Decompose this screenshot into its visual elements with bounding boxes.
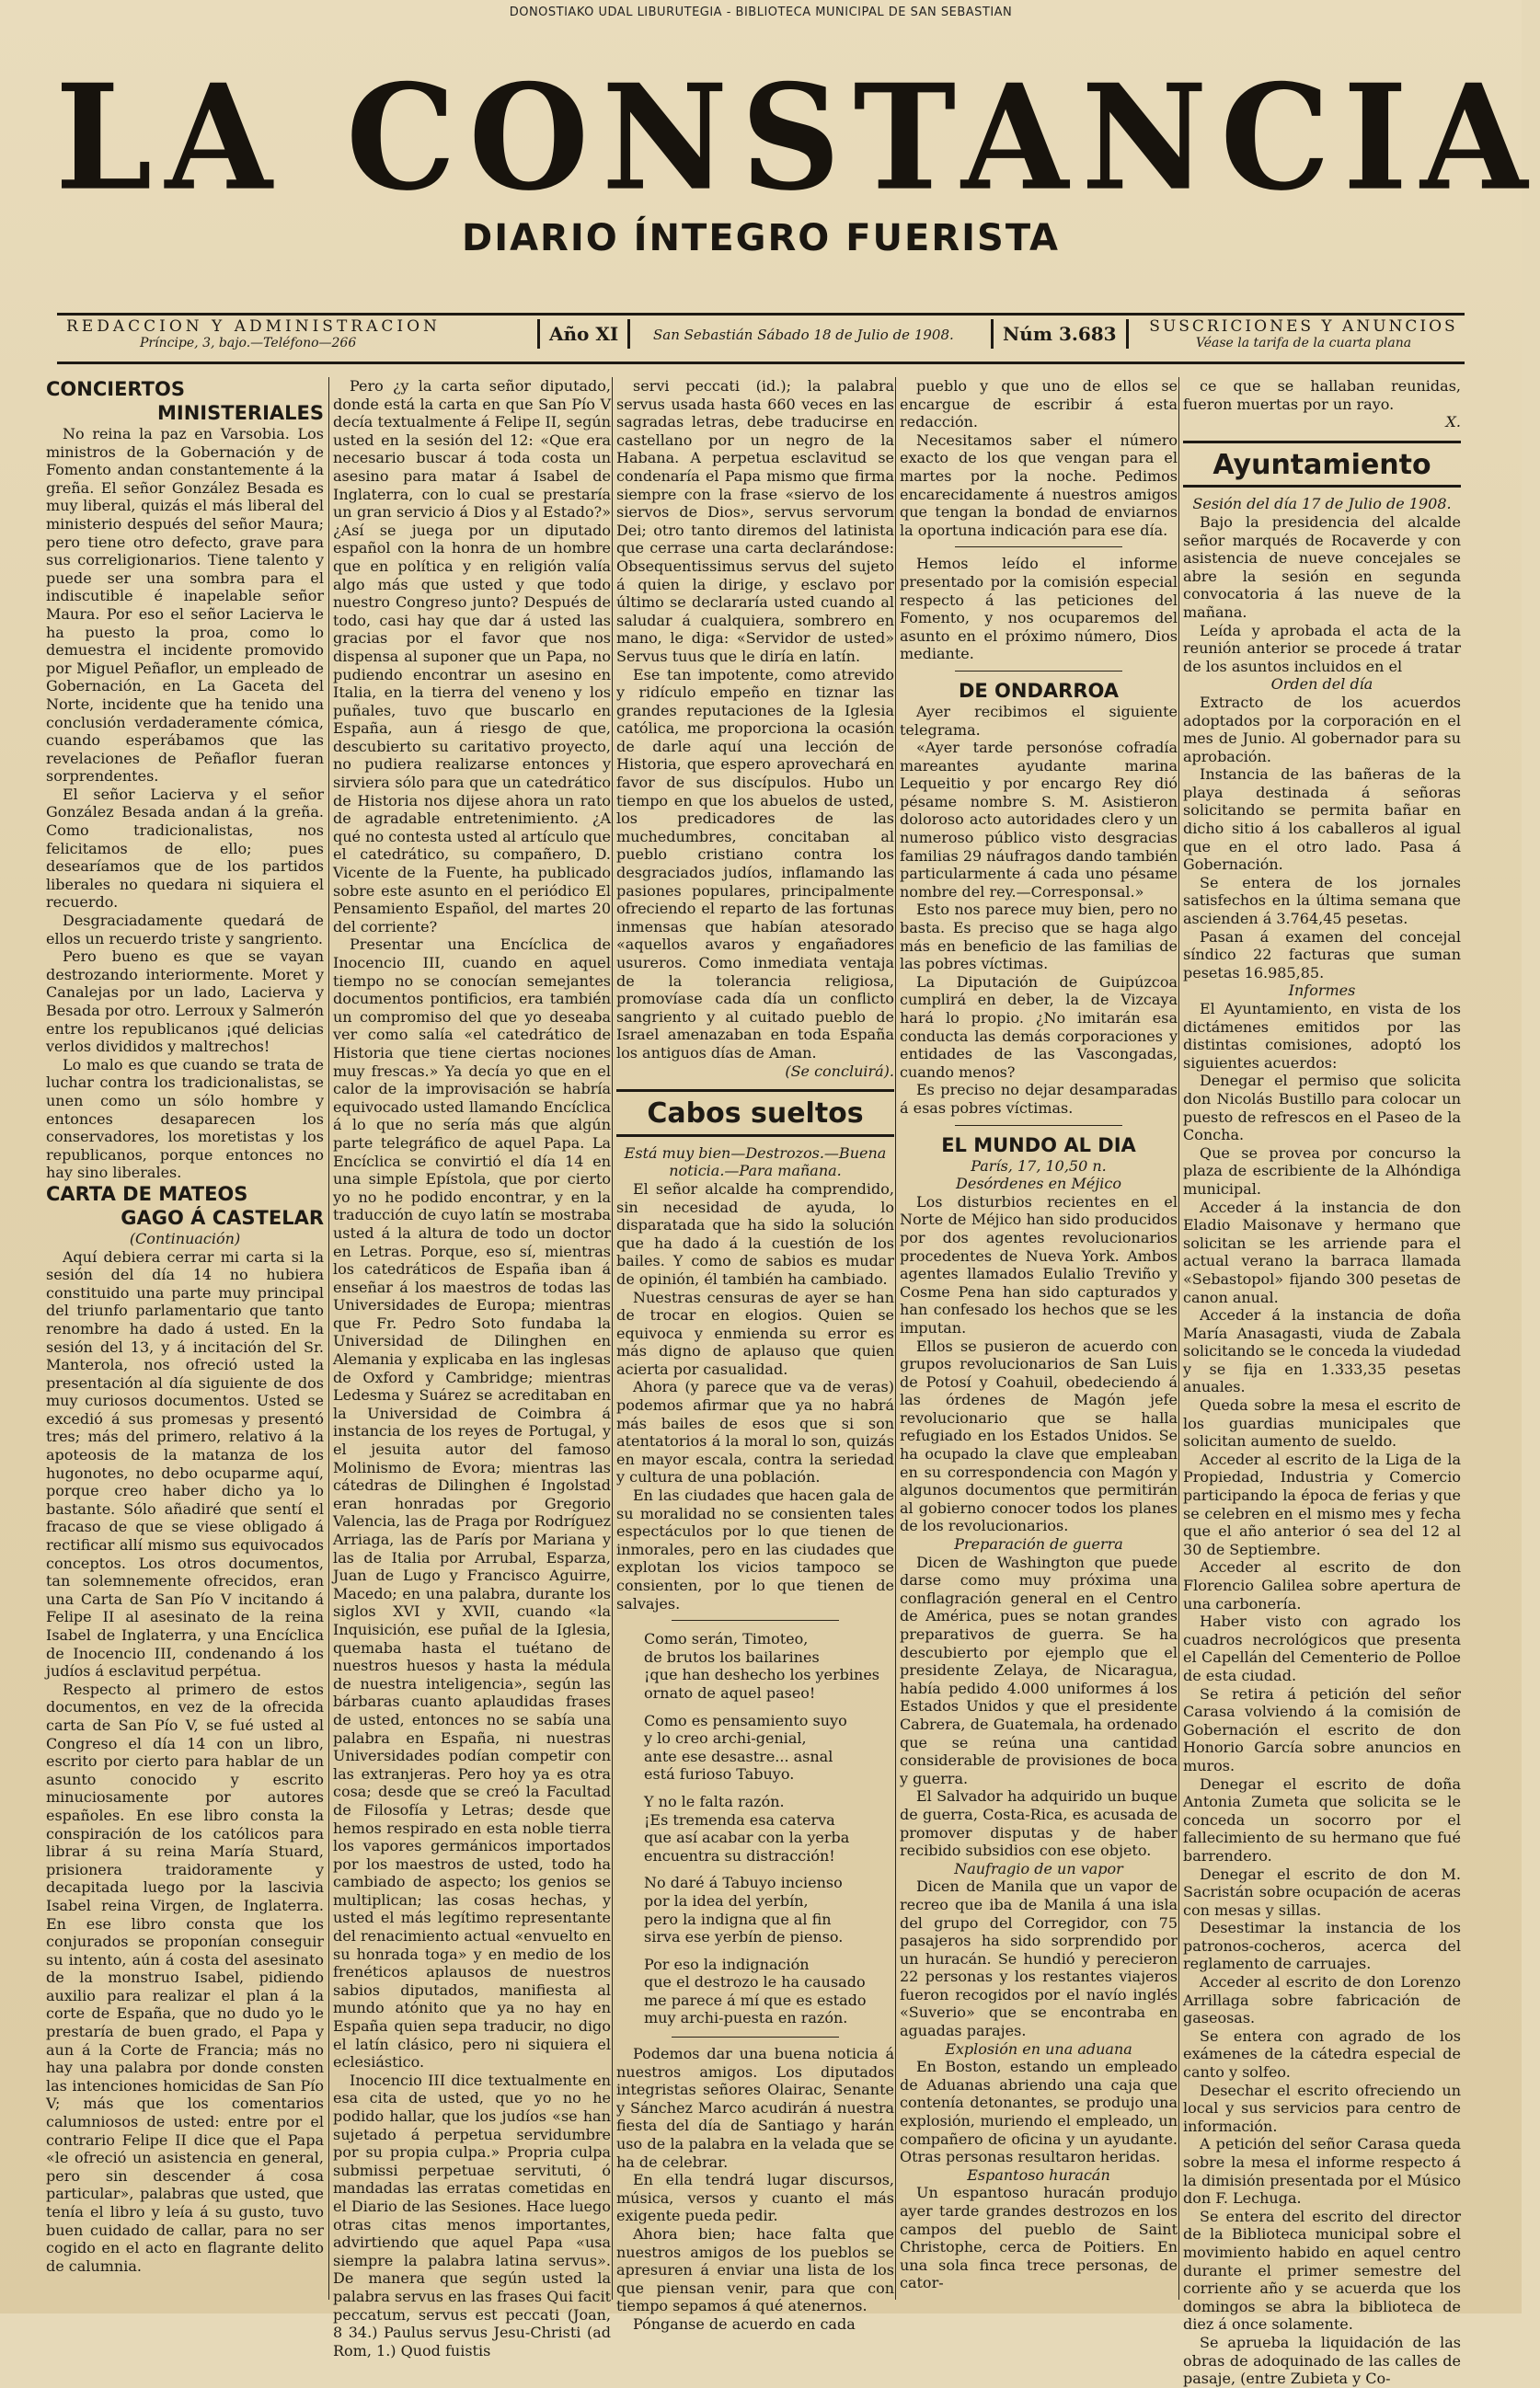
- verse-line: me parece á mí que es estado: [644, 1991, 867, 2009]
- column-rule: [328, 377, 329, 2300]
- paragraph: No reina la paz en Varsobia. Los ministros de la Gobernación y de Fomento andan constantemente á la greña. El señor González Besada es muy liberal, quizás el más liberal del ministerio después del señor Maura; pero tiene otro defecto, grave para sus correligionarios. Tiene talento y puede ser una sombra para el indiscutible é inapelable señor Maura. Por eso el señor Lacierva le ha puesto la proa, como lo demuestra el incidente promovido por Miguel Peñaflor, un empleado de Gobernación, en La Gaceta del Norte, incidente que ha tenido una conclusión verdaderamente cómica, cuando esperábamos que las revelaciones de Peñaflor fueran sorprendentes.: [46, 425, 324, 786]
- column-1: [46, 377, 324, 2304]
- separator: [955, 546, 1121, 547]
- paragraph: Ahora (y parece que va de veras) podemos afirmar que ya no habrá más bailes de esos que si son atentatorios á la moral lo son, quizás en mayor escala, contra la seriedad y cultura de una población.: [616, 1378, 894, 1487]
- column-rule: [612, 377, 613, 2300]
- article-heading: MINISTERIALES: [157, 402, 324, 424]
- paragraph: Denegar el permiso que solicita don Nicolás Bustillo para colocar un puesto de refrescos en el Paseo de la Concha.: [1183, 1072, 1461, 1144]
- paragraph: Hemos leído el informe presentado por la comisión especial respecto á las peticiones del Fomento, y nos ocuparemos del asunto en el próximo número, Dios mediante.: [900, 555, 1178, 663]
- paragraph: Aquí debiera cerrar mi carta si la sesión del día 14 no hubiera constituido una parte muy principal del triunfo parlamentario que tanto renombre ha dado á usted. En la sesión del 13, y á incitación del Sr. Manterola, nos ofreció usted la presentación al día siguiente de dos muy curiosos documentos. Usted se excedió á sus promesas y presentó tres; más del primero, relativo á la apoteosis de la matanza de los hugonotes, no debo ocuparme aquí, porque creo haber dicho ya lo bastante. Sólo añadiré que sentí el fracaso de que se viese obligado á rectificar allí mismo sus equivocados conceptos. Los otros documentos, tan solemnemente ofrecidos, eran una Carta de San Pío V incitando á Felipe II al asesinato de la reina Isabel de Inglaterra, y una Encíclica de Inocencio III, condenando á los judíos á esclavitud perpétua.: [46, 1247, 324, 1681]
- paragraph: En ella tendrá lugar discursos, música, versos y cuanto el más exigente pueda pedir.: [616, 2171, 894, 2225]
- continuation-note: (Continuación): [129, 1229, 241, 1247]
- separator: [672, 1620, 838, 1621]
- verse-line: Como serán, Timoteo,: [644, 1630, 809, 1648]
- verse-line: ornato de aquel paseo!: [644, 1683, 816, 1702]
- paragraph: Ayer recibimos el siguiente telegrama.: [900, 702, 1178, 739]
- paragraph: pueblo y que uno de ellos se encargue de escribir á esta redacción.: [900, 377, 1178, 431]
- editorial-address: Príncipe, 3, bajo.—Teléfono—266: [140, 336, 357, 350]
- verse-line: No daré á Tabuyo incienso: [644, 1874, 843, 1892]
- paragraph: Extracto de los acuerdos adoptados por la corporación en el mes de Junio. Al gobernador para su aprobación.: [1183, 693, 1461, 765]
- paragraph: Acceder á la instancia de doña María Anasagasti, viuda de Zabala solicitando se le conceda la viudedad y se fija en 1.333,35 pesetas anuales.: [1183, 1306, 1461, 1396]
- subheading: Desórdenes en Méjico: [956, 1175, 1121, 1193]
- dateline: París, 17, 10,50 n.: [971, 1156, 1107, 1175]
- editorial-info: [66, 317, 489, 350]
- masthead-title: LA CONSTANCIA: [55, 52, 1540, 224]
- paragraph: Se entera del escrito del director de la Biblioteca municipal sobre el movimiento habido en aquel centro durante el primer semestre del corriente año y se acuerda que los domingos se abra la biblioteca de diez á once solamente.: [1183, 2207, 1461, 2334]
- paragraph: Leída y aprobada el acta de la reunión anterior se procede á tratar de los asuntos incluidos en el: [1183, 621, 1461, 675]
- paragraph: servi peccati (id.); la palabra servus usada hasta 660 veces en las sagradas letras, debe traducirse en castellano por un negro de la Habana. A perpetua esclavitud se condenaría el Papa mismo que firma siempre con la frase «siervo de los siervos de Dios», servus servorum Dei; otro tanto diremos del latinista que cerrase una carta declarándose: Obsequentissimus servus del sujeto á quien la dirige, y esclavo por último se declararía usted cuando al saludar á cualquiera, sombrero en mano, le diga: «Servidor de usted» Servus tuus que le diría en latín.: [616, 377, 894, 665]
- subheading: Espantoso huracán: [967, 2165, 1110, 2184]
- verse-line: que así acabar con la yerba: [644, 1829, 850, 1847]
- top-rule: [57, 313, 1465, 316]
- article-heading: GAGO Á CASTELAR: [121, 1206, 324, 1229]
- section-summary: Está muy bien—Destrozos.—Buena noticia.—Para mañana.: [624, 1143, 887, 1180]
- paragraph: Se entera con agrado de los exámenes de la cátedra especial de canto y solfeo.: [1183, 2026, 1461, 2082]
- article-heading: CARTA DE MATEOS: [46, 1182, 248, 1205]
- paragraph: Denegar el escrito de don M. Sacristán sobre ocupación de aceras con mesas y sillas.: [1183, 1865, 1461, 1919]
- paragraph: Ese tan impotente, como atrevido y ridículo empeño en tiznar las grandes reputaciones de la Iglesia católica, me proporciona la ocasión de darle aquí una lección de Historia, que espero aprovechará en favor de sus discípulos. Hubo un tiempo en que los abuelos de usted, los predicadores de las muchedumbres, concitaban al pueblo cristiano contra los desgraciados judíos, inflamando las pasiones populares, principalmente ofreciendo el reparto de las fortunas inmensas que habían atesorado «aquellos avaros y engañadores usureros. Como inmediata ventaja de la tolerancia religiosa, promovíase cada día un conflicto sangriento y al cuitado pueblo de Israel amenazaban en toda España los antiguos días de Aman.: [616, 665, 894, 1062]
- verse-line: sirva ese yerbín de pienso.: [644, 1928, 844, 1946]
- paragraph: Nuestras censuras de ayer se han de trocar en elogios. Quien se equivoca y enmienda su error es más digno de aplauso que quien acierta por casualidad.: [616, 1288, 894, 1378]
- verse-line: muy archi-puesta en razón.: [644, 2009, 848, 2027]
- paragraph: Lo malo es que cuando se trata de luchar contra los tradicionalistas, se unen como un sólo hombre y entonces desaparecen los conservadores, los moretistas y los republicanos, porque entonces no hay sino liberales.: [46, 1055, 324, 1182]
- paragraph: El Salvador ha adquirido un buque de guerra, Costa-Rica, es acusada de promover disputas y de haber recibido subsidios con ese objeto.: [900, 1787, 1178, 1860]
- verse-line: pero la indigna que al fin: [644, 1910, 832, 1928]
- paragraph: ce que se hallaban reunidas, fueron muertas por un rayo.: [1183, 377, 1461, 413]
- paragraph: Pero bueno es que se vayan destrozando interiormente. Moret y Canalejas por un lado, Lacierva y Besada por otro. Lerroux y Salmerón entre los republicanos ¡qué delicias verlos divididos y maltrechos!: [46, 947, 324, 1056]
- verse-line: de brutos los bailarines: [644, 1647, 820, 1666]
- verse-line: encuentra su distracción!: [644, 1846, 835, 1865]
- subscription-heading: SUSCRICIONES Y ANUNCIOS: [1149, 317, 1458, 336]
- paragraph: Bajo la presidencia del alcalde señor marqués de Rocaverde y con asistencia de nueve concejales se abre la sesión en segunda convocatoria á las nueve de la mañana.: [1183, 512, 1461, 621]
- subheading: Informes: [1288, 982, 1356, 1000]
- verse-line: que el destrozo le ha causado: [644, 1973, 866, 1992]
- paragraph: Acceder á la instancia de don Eladio Maisonave y hermano que solicitan se les arriende para el actual verano la barraca llamada «Sebastopol» fijando 300 pesetas de canon anual.: [1183, 1198, 1461, 1306]
- paragraph: Respecto al primero de estos documentos, en vez de la ofrecida carta de San Pío V, se fué usted al Congreso el día 14 con un libro, escrito por cierto para hablar de un asunto conocido y escrito minuciosamente por autores españoles. En ese libro consta la conspiración de los católicos para librar á su reina María Stuard, prisionera traidoramente y decapitada luego por la lascivia Isabel reina Virgen, de Inglaterra. En ese libro consta que los conjurados se proponían conseguir su intento, aún á costa del asesinato de la monstruo Isabel, pidiendo auxilio para realizar el plan á la corte de España, que no dudo yo le prestaría de buen grado, el Papa y aun á la Corte de Francia; más no hay una palabra por donde consten las intenciones homicidas de San Pío V; más que los comentarios calumniosos de usted: entre por el contrario Felipe II dice que el Papa «le ofreció un asistencia en general, pero sin descender á cosa particular», palabras que usted, que tenía el libro y leía á su gusto, tuvo buen cuidado de callar, para no ser cogido en el acto en flagrante delito de calumnia.: [46, 1680, 324, 2275]
- verse-line: ¡que han deshecho los yerbines: [644, 1666, 879, 1684]
- paragraph: Dicen de Manila que un vapor de recreo que iba de Manila á una isla del grupo del Corregidor, con 75 pasajeros ha sido sorprendido por un huracán. Se hundió y perecieron 22 personas y los restantes viajeros fueron recogidos por el navío inglés «Suverio» que se encontraba en aguadas parajes.: [900, 1877, 1178, 2040]
- paragraph: En las ciudades que hacen gala de su moralidad no se consienten tales espectáculos por lo que tienen de inmorales, pero en las ciudades que explotan los vicios tampoco se consienten, por lo que tienen de salvajes.: [616, 1487, 894, 1613]
- paragraph: Que se provea por concurso la plaza de escribiente de la Alhóndiga municipal.: [1183, 1143, 1461, 1198]
- paragraph: Acceder al escrito de la Liga de la Propiedad, Industria y Comercio participando la época de ferias y que se celebren en el mismo mes y fecha que el año anterior ó sea del 12 al 30 de Septiembre.: [1183, 1450, 1461, 1558]
- paragraph: Se entera de los jornales satisfechos en la última semana que ascienden á 3.764,45 pesetas.: [1183, 873, 1461, 928]
- verse: [616, 1630, 894, 1702]
- verse-line: por la idea del yerbín,: [644, 1891, 809, 1910]
- continued-note: (Se concluirá).: [785, 1062, 894, 1080]
- verse-line: Como es pensamiento suyo: [644, 1711, 847, 1729]
- signature: X.: [1445, 413, 1461, 431]
- paragraph: Necesitamos saber el número exacto de los que vengan para el martes por la noche. Pedimos encarecidamente á nuestros amigos que tengan la bondad de enviarnos la oportuna indicación para ese día.: [900, 431, 1178, 539]
- paragraph: El señor Lacierva y el señor González Besada andan á la greña. Como tradicionalistas, nos felicitamos de ello; pues desearíamos que de los partidos liberales no quedara ni siquiera el recuerdo.: [46, 785, 324, 912]
- paragraph: Desgraciadamente quedará de ellos un recuerdo triste y sangriento.: [46, 912, 324, 947]
- info-bar: [57, 317, 1465, 356]
- paragraph: El Ayuntamiento, en vista de los dictámenes emitidos por las distintas comisiones, adoptó los siguientes acuerdos:: [1183, 1000, 1461, 1072]
- verse-line: ¡Es tremenda esa caterva: [644, 1810, 835, 1829]
- subheading: Preparación de guerra: [954, 1535, 1123, 1554]
- separator: [955, 1125, 1121, 1126]
- subheading: Naufragio de un vapor: [954, 1859, 1123, 1877]
- issue-year: Año XI: [537, 319, 630, 349]
- verse-line: Y no le falta razón.: [644, 1792, 785, 1810]
- library-header: DONOSTIAKO UDAL LIBURUTEGIA - BIBLIOTECA MUNICIPAL DE SAN SEBASTIAN: [509, 6, 1013, 19]
- paragraph: Denegar el escrito de doña Antonia Zumeta que solicita se le conceda un socorro por el fallecimiento de su hermano que fué barrendero.: [1183, 1774, 1461, 1865]
- verse: [616, 1793, 894, 1865]
- paragraph: Ahora bien; hace falta que nuestros amigos de los pueblos se apresuren á enviar una lista de los que piensan venir, para que con tiempo sepamos á qué atenernos.: [616, 2225, 894, 2315]
- masthead-subtitle: DIARIO ÍNTEGRO FUERISTA: [462, 217, 1060, 259]
- paragraph: Se retira á petición del señor Carasa volviendo á la comisión de Gobernación el escrito de don Honorio García sobre anuncios en muros.: [1183, 1684, 1461, 1774]
- paragraph: Esto nos parece muy bien, pero no basta. Es preciso que se haga algo más en beneficio de las familias de las pobres víctimas.: [900, 901, 1178, 973]
- paragraph: Un espantoso huracán produjo ayer tarde grandes destrozos en los campos del pueblo de Saint Christophe, cerca de Poitiers. En una sola finca trece personas, de cator-: [900, 2184, 1178, 2292]
- verse: [616, 1956, 894, 2027]
- bottom-rule: [57, 362, 1465, 364]
- paragraph: El señor alcalde ha comprendido, sin necesidad de ayuda, lo disparatada que ha sido la solución que ha dado á la cuestión de los bailes. Y como de sabios es mudar de opinión, él también ha cambiado.: [616, 1179, 894, 1288]
- verse-line: y lo creo archi-genial,: [644, 1729, 807, 1748]
- paragraph: Acceder al escrito de don Florencio Galilea sobre apertura de una carbonería.: [1183, 1558, 1461, 1613]
- paragraph: Presentar una Encíclica de Inocencio III, cuando en aquel tiempo no se conocían semejantes documentos pontificios, era también un compromiso del que yo deseaba ver como salía «el catedrático de Historia que tiene ciertas nociones muy frescas.» Ya decía yo que en el calor de la improvisación se habría equivocado usted llamando Encíclica á lo que no sería más que algún parte telegráfico de aquel Papa. La Encíclica se convirtió el día 14 en una simple Epístola, que por cierto yo no he podido encontrar, y en la traducción de cuyo latín se mostraba usted á la altura de todo un doctor en Letras. Porque, eso sí, mientras los catedráticos de España iban á enseñar á los maestros de todas las Universidades de Europa; mientras que Fr. Pedro Soto fundaba la Universidad de Dilinghen en Alemania y explicaba en las inglesas de Oxford y Cambridge; mientras Ledesma y Suárez se acreditaban en la Universidad de Coimbra á instancia de los reyes de Portugal, y el jesuita autor del famoso Molinismo de Evora; mientras las cátedras de Dilinghen é Ingolstad eran honradas por Gregorio Valencia, las de Praga por Rodríguez Arriaga, las de París por Mariana y las de Italia por Arrubal, Esparza, Juan de Lugo y Francisco Aguirre, Macedo; en una palabra, durante los siglos XVI y XVII, cuando «la Inquisición, ese puñal de la Iglesia, quemaba hasta el tuétano de nuestros huesos y hasta la médula de nuestra inteligencia», según las bárbaras cuanto aplaudidas frases de usted, entonces no se sabía una palabra en España, ni nuestras Universidades podían competir con las extranjeras. Pero hoy ya es otra cosa; desde que se creó la Facultad de Filosofía y Letras; desde que hemos respirado en esta noble tierra los vapores germánicos importados por los maestros de usted, todo ha cambiado de aspecto; los genios se multiplican; las cosas hechas, y usted el más legítimo representante del renacimiento actual «envuelto en su honrada toga» y en medio de los frenéticos aplausos de nuestros sabios diputados, manifiesta al mundo atónito que ya no hay en España quien sepa traducir, no digo el latín clásico, pero ni siquiera el eclesiástico.: [333, 936, 611, 2072]
- paragraph: Instancia de las bañeras de la playa destinada á señoras solicitando se permita bañar en dicho sitio á los caballeros al igual que en el otro lado. Pasa á Gobernación.: [1183, 765, 1461, 874]
- issue-number: Núm 3.683: [991, 319, 1129, 349]
- paragraph: Desestimar la instancia de los patronos-cocheros, acerca del reglamento de carruajes.: [1183, 1919, 1461, 1973]
- paragraph: Haber visto con agrado los cuadros necrológicos que presenta el Capellán del Cementerio de Polloe de esta ciudad.: [1183, 1613, 1461, 1684]
- section-heading: Ayuntamiento: [1183, 441, 1461, 488]
- separator: [672, 2037, 838, 2038]
- subheading: Explosión en una aduana: [945, 2039, 1132, 2058]
- paragraph: La Diputación de Guipúzcoa cumplirá en deber, la de Vizcaya hará lo propio. ¿No imitarán esa conducta las demás corporaciones y entidades de las Vascongadas, cuando menos?: [900, 972, 1178, 1081]
- subscription-note: Véase la tarifa de la cuarta plana: [1195, 336, 1412, 350]
- paragraph: Podemos dar una buena noticia á nuestros amigos. Los diputados integristas señores Olairac, Senante y Sánchez Marco acudirán á nuestra fiesta del día de Santiago y harán uso de la palabra en la velada que se ha de celebrar.: [616, 2045, 894, 2171]
- paragraph: Pero ¿y la carta señor diputado, donde está la carta en que San Pío V decía textualmente á Felipe II, según usted en la sesión del 12: «Que era necesario buscar á toda costa un asesino para matar á Isabel de Inglaterra, con lo cual se prestaría un gran servicio á Dios y al Estado?» ¿Así se juega por un diputado español con la honra de un hombre que en política y en religión valía algo más que usted y que todo nuestro Congreso junto? Después de todo, casi hay que dar á usted las gracias por el favor que nos dispensa al suponer que un Papa, no pudiendo encontrar un asesino en Italia, en la tierra del veneno y los puñales, tuvo que buscarlo en España, aun á riesgo de que, descubierto su caritativo proyecto, no pudiera realizarse entonces y sirviera sólo para que un catedrático de Historia nos dijese ahora un rato de agradable entretenimiento. ¿A qué no contesta usted al artículo que el catedrático, su compañero, D. Vicente de la Fuente, ha publicado sobre este asunto en el periódico El Pensamiento Español, del martes 20 del corriente?: [333, 377, 611, 936]
- paragraph: Pasan á examen del concejal síndico 22 facturas que suman pesetas 16.985,85.: [1183, 927, 1461, 982]
- subscription-info: [1143, 317, 1465, 350]
- verse-line: Por eso la indignación: [644, 1955, 810, 1973]
- section-heading: Cabos sueltos: [616, 1089, 894, 1137]
- paragraph: Se aprueba la liquidación de las obras de adoquinado de las calles de pasaje, (entre Zubieta y Co-: [1183, 2333, 1461, 2388]
- column-2: [333, 377, 611, 2359]
- paragraph: Dicen de Washington que puede darse como muy próxima una conflagración general en el Centro de América, pues se notan grandes preparativos de guerra. Se ha descubierto por ejemplo que el presidente Zelaya, de Nicaragua, había pedido 4.000 uniformes á los Estados Unidos y que el presidente Cabrera, de Guatemala, ha ordenado que se reúna una cantidad considerable de provisiones de boca y guerra.: [900, 1553, 1178, 1787]
- column-rule: [1178, 377, 1179, 2300]
- article-heading: EL MUNDO AL DIA: [941, 1133, 1136, 1156]
- session-date: Sesión del día 17 de Julio de 1908.: [1192, 495, 1452, 513]
- column-3: [616, 377, 894, 2333]
- editorial-heading: REDACCION Y ADMINISTRACION: [66, 317, 441, 336]
- paragraph: Queda sobre la mesa el escrito de los guardias municipales que solicitan aumento de sueldo.: [1183, 1396, 1461, 1451]
- paragraph: Es preciso no dejar desamparadas á esas pobres víctimas.: [900, 1081, 1178, 1117]
- verse: [616, 1874, 894, 1946]
- paragraph: Ellos se pusieron de acuerdo con grupos revolucionarios de San Luis de Potosí y Coahuil, obedeciendo á las órdenes de Magón jefe revolucionario que se halla refugiado en los Estados Unidos. Se ha ocupado la clave que empleaban en su correspondencia con Magón y algunos documentos que permitirán al gobierno conocer todos los planes de los revolucionarios.: [900, 1337, 1178, 1535]
- paragraph: Desechar el escrito ofreciendo un local y sus servicios para centro de información.: [1183, 2081, 1461, 2135]
- subheading: Orden del día: [1270, 675, 1373, 694]
- paragraph: Pónganse de acuerdo en cada: [633, 2314, 856, 2333]
- paragraph: En Boston, estando un empleado de Aduanas abriendo una caja que contenía detonantes, se produjo una explosión, muriendo el empleado, un compañero de oficina y un ayudante. Otras personas resultaron heridas.: [900, 2058, 1178, 2166]
- separator: [955, 671, 1121, 672]
- paragraph: «Ayer tarde personóse cofradía mareantes ayudante marina Lequeitio y por encargo Rey dió pésame nombre S. M. Asistieron doloroso acto autoridades clero y un numeroso público visto desgracias familias 29 náufragos dando también particularmente á cada uno pésame nombre del rey.—Corresponsal.»: [900, 739, 1178, 901]
- verse-line: ante ese desastre... asnal: [644, 1747, 833, 1765]
- paragraph: Acceder al escrito de don Lorenzo Arrillaga sobre fabricación de gaseosas.: [1183, 1973, 1461, 2027]
- article-heading: CONCIERTOS: [46, 378, 185, 400]
- verse-line: está furioso Tabuyo.: [644, 1765, 795, 1784]
- article-heading: DE ONDARROA: [958, 679, 1120, 702]
- paragraph: Los disturbios recientes en el Norte de Méjico han sido producidos por dos agentes revolucionarios procedentes de Nueva York. Ambos agentes llamados Eulalio Treviño y Cosme Pena han sido capturados y han confesado los hechos que se les imputan.: [900, 1192, 1178, 1337]
- issue-date: San Sebastián Sábado 18 de Julio de 1908.: [653, 327, 954, 343]
- paragraph: Inocencio III dice textualmente en esa cita de usted, que yo no he podido hallar, que los judíos «se han sujetado á perpetua servidumbre por su propia culpa.» Propria culpa submissi perpetuae servituti, ó mandadas las erratas cometidas en el Diario de las Sesiones. Hace luego otras citas menos importantes, advirtiendo que aquel Papa «usa siempre la palabra latina servus». De manera que según usted la palabra servus en las frases Qui facit peccatum, servus est peccati (Joan, 8 34.) Paulus servus Jesu-Christi (ad Rom, 1.) Quod fuistis: [333, 2071, 611, 2359]
- column-rule: [895, 377, 896, 2300]
- column-4: [900, 377, 1178, 2304]
- verse: [616, 1712, 894, 1784]
- paragraph: A petición del señor Carasa queda sobre la mesa el informe respecto á la dimisión presentada por el Músico don F. Lechuga.: [1183, 2135, 1461, 2208]
- column-5: [1183, 377, 1461, 2388]
